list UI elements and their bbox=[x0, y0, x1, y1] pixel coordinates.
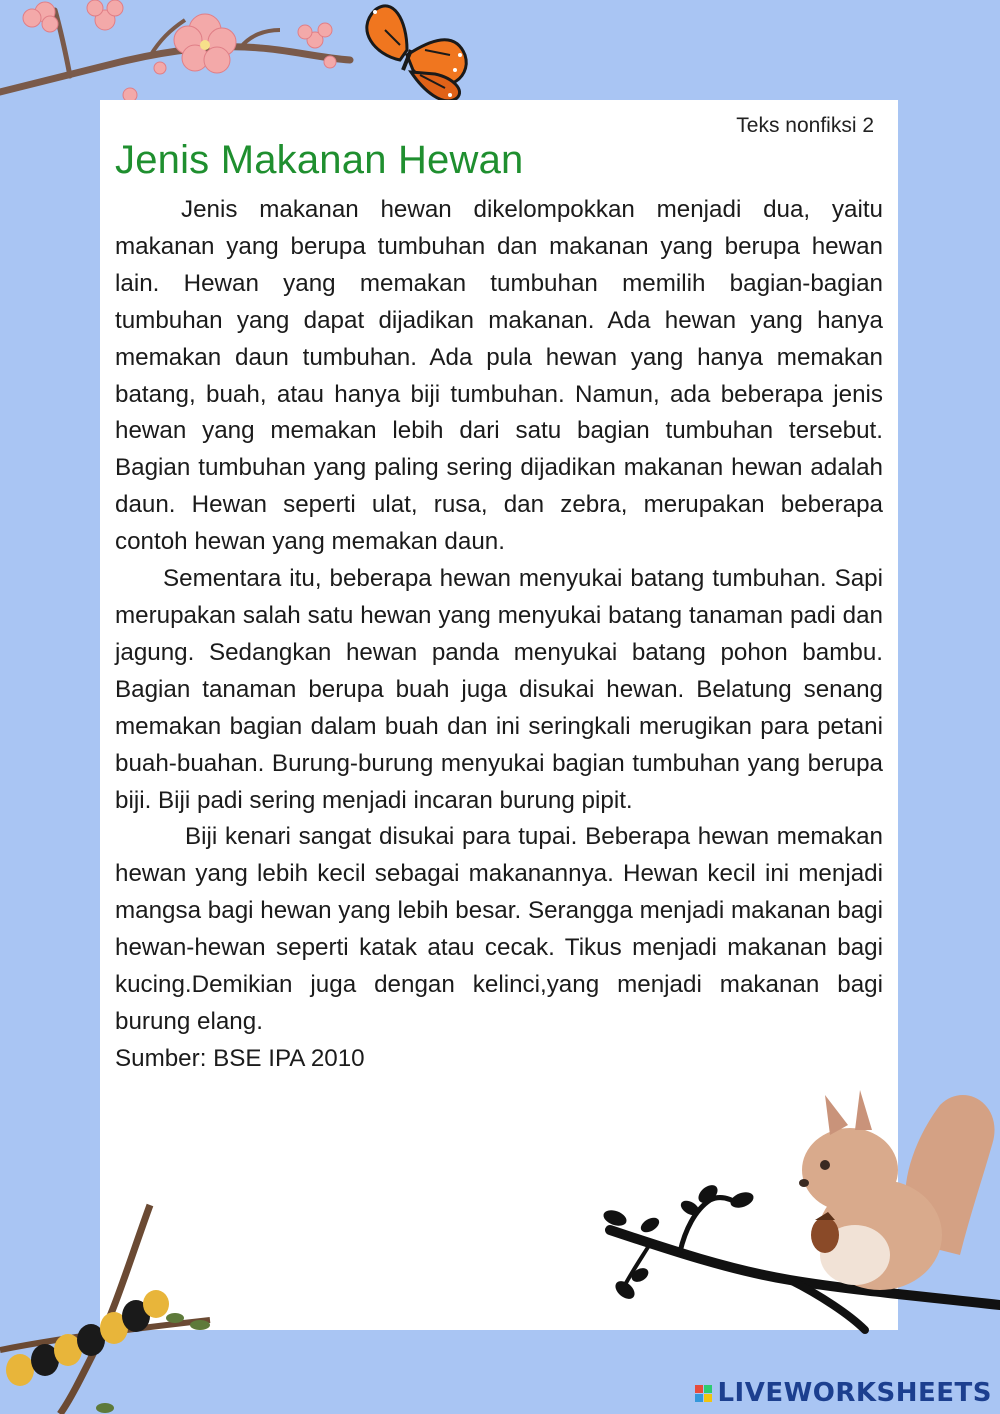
paragraph-3: Biji kenari sangat disukai para tupai. Beberapa hewan memakan hewan yang lebih kecil sebagai makanannya. Hewan kecil ini menjadi mangsa bagi hewan yang lebih besar. Serangga menjadi makanan bagi hewan-hewan seperti katak atau cecak. Tikus menjadi makanan bagi kucing.Demikian juga dengan kelinci,yang menjadi makanan bagi burung elang. bbox=[115, 823, 883, 1035]
paragraph-1: Jenis makanan hewan dikelompokkan menjadi dua, yaitu makanan yang berupa tumbuhan dan makanan yang berupa hewan lain. Hewan yang memakan tumbuhan memilih bagian-bagian tumbuhan yang dapat dijadikan makanan. Ada hewan yang hanya memakan daun tumbuhan. Ada pula hewan yang hanya memakan batang, buah, atau hanya biji tumbuhan. Namun, ada beberapa jenis hewan yang memakan lebih dari satu bagian tumbuhan tersebut. Bagian tumbuhan yang paling sering dijadikan makanan hewan adalah daun. Hewan seperti ulat, rusa, dan zebra, merupakan beberapa contoh hewan yang memakan daun. bbox=[115, 196, 883, 556]
paragraph-2: Sementara itu, beberapa hewan menyukai batang tumbuhan. Sapi merupakan salah satu hewan yang menyukai batang tanaman padi dan jagung. Sedangkan hewan panda menyukai batang pohon bambu. Bagian tanaman berupa buah juga disukai hewan. Belatung senang memakan bagian dalam buah dan ini seringkali merugikan para petani buah-buahan. Burung-burung menyukai bagian tumbuhan yang berupa biji. Biji padi sering menjadi incaran burung pipit. bbox=[115, 565, 883, 814]
blossom-branch-icon bbox=[0, 0, 360, 115]
liveworksheets-brand[interactable] bbox=[695, 1378, 992, 1408]
article-body bbox=[115, 192, 883, 1078]
brand-name: LIVEWORKSHEETS bbox=[717, 1378, 992, 1408]
source-citation: Sumber: BSE IPA 2010 bbox=[115, 1044, 365, 1072]
page-title: Jenis Makanan Hewan bbox=[115, 138, 524, 182]
caterpillar-icon bbox=[0, 1200, 230, 1414]
squirrel-icon bbox=[770, 1085, 1000, 1310]
liveworksheets-logo-icon bbox=[695, 1385, 712, 1402]
butterfly-icon bbox=[345, 0, 475, 110]
text-type-label: Teks nonfiksi 2 bbox=[736, 114, 874, 137]
